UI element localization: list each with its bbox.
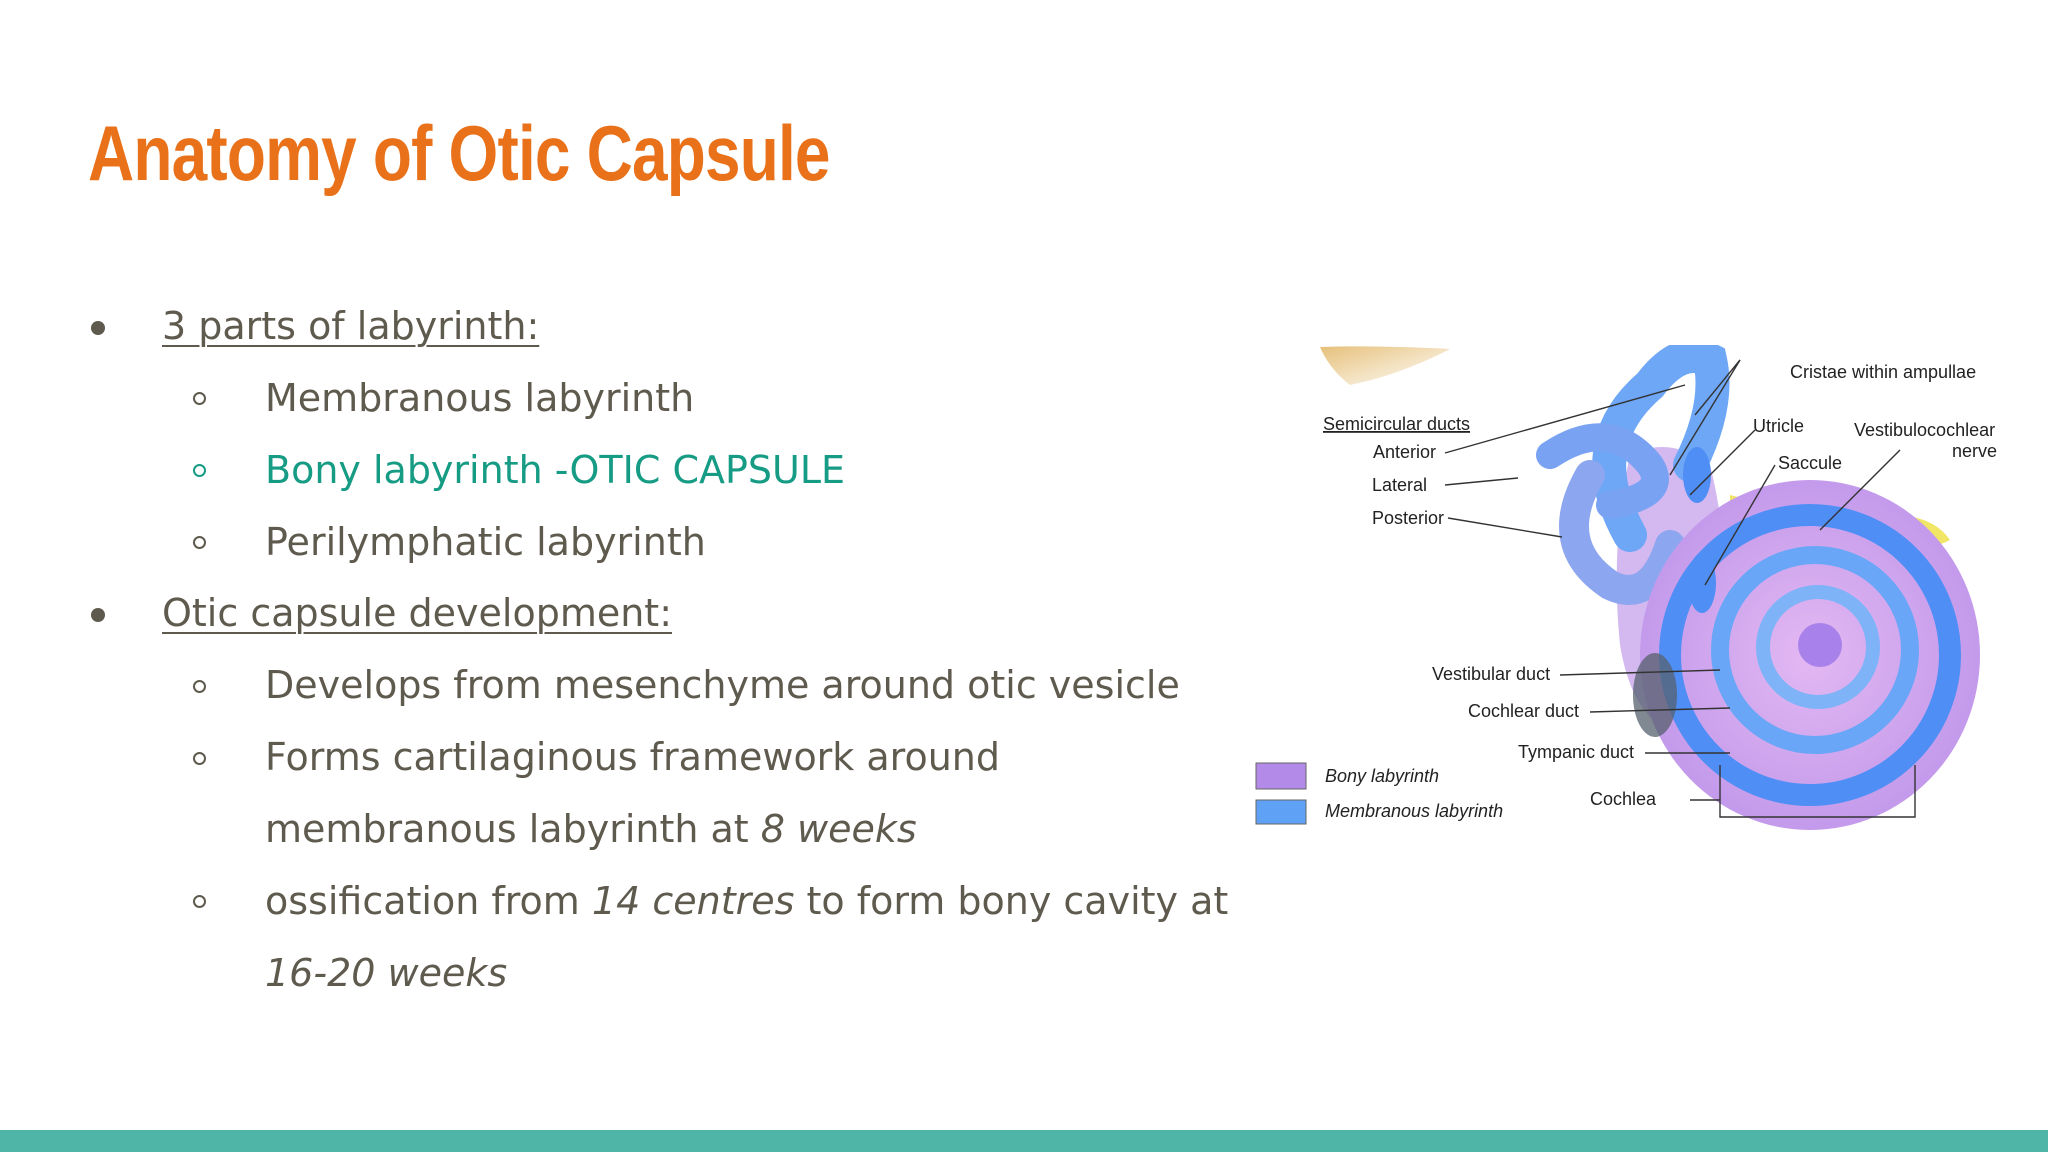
framework-weeks: 8 weeks [760, 807, 917, 851]
development-item-ossification-line1 [265, 878, 1228, 924]
ossification-text: ossification from [265, 879, 592, 923]
cochlear-duct-label: Cochlear duct [1468, 701, 1580, 721]
tissue-fragment [1320, 346, 1450, 385]
semicircular-ducts-label: Semicircular ducts [1323, 414, 1471, 434]
framework-text: membranous labyrinth at [265, 807, 761, 851]
development-item-ossification-line2 [265, 950, 507, 996]
development-item-framework-line2 [265, 806, 917, 852]
saccule-label: Saccule [1778, 453, 1843, 473]
perilymphatic-labyrinth-item: Perilymphatic labyrinth [265, 520, 706, 564]
sub-bullet-ring [193, 536, 206, 549]
development-item-framework-line1: Forms cartilaginous framework around [265, 735, 1001, 779]
vestibulocochlear-label-line1: Vestibulocochlear [1854, 420, 1996, 440]
membranous-labyrinth-item: Membranous labyrinth [265, 376, 695, 420]
tympanic-duct-label: Tympanic duct [1518, 742, 1635, 762]
slide-title: Anatomy of Otic Capsule [88, 109, 830, 197]
posterior-label: Posterior [1372, 508, 1445, 528]
ossification-text-suffix: to form bony cavity at [794, 879, 1229, 923]
labyrinth-heading: 3 parts of labyrinth: [162, 304, 540, 348]
sub-bullet-ring [193, 752, 206, 765]
development-item-mesenchyme: Develops from mesenchyme around otic vesicle [265, 663, 1180, 707]
round-window [1633, 653, 1677, 737]
bullet-dot [91, 608, 105, 622]
legend-membranous-swatch [1256, 800, 1306, 824]
ossification-centres: 14 centres [591, 879, 795, 923]
legend-bony-swatch [1256, 763, 1306, 789]
inner-ear-diagram [1250, 345, 2010, 835]
development-heading: Otic capsule development: [162, 591, 673, 635]
bullet-dot [91, 321, 105, 335]
vestibular-duct-label: Vestibular duct [1432, 664, 1551, 684]
inner-ear-illustration [1250, 345, 2010, 835]
utricle-shape [1683, 447, 1711, 503]
cochlea-apex [1798, 623, 1842, 667]
legend-membranous-label: Membranous labyrinth [1325, 801, 1504, 821]
bottom-accent-bar [0, 1130, 2048, 1152]
sub-bullet-ring [193, 392, 206, 405]
sub-bullet-ring [193, 895, 206, 908]
sub-bullet-ring [193, 680, 206, 693]
saccule-shape [1688, 553, 1716, 613]
bony-labyrinth-item: Bony labyrinth -OTIC CAPSULE [265, 448, 846, 492]
cochlea-label: Cochlea [1590, 789, 1657, 809]
cristae-label: Cristae within ampullae [1790, 362, 1977, 382]
legend-bony-label: Bony labyrinth [1325, 766, 1440, 786]
lateral-label: Lateral [1372, 475, 1428, 495]
anterior-label: Anterior [1373, 442, 1437, 462]
utricle-label: Utricle [1753, 416, 1805, 436]
ossification-weeks: 16-20 weeks [265, 951, 508, 995]
vestibulocochlear-label-line2: nerve [1952, 441, 1998, 461]
sub-bullet-ring [193, 464, 206, 477]
